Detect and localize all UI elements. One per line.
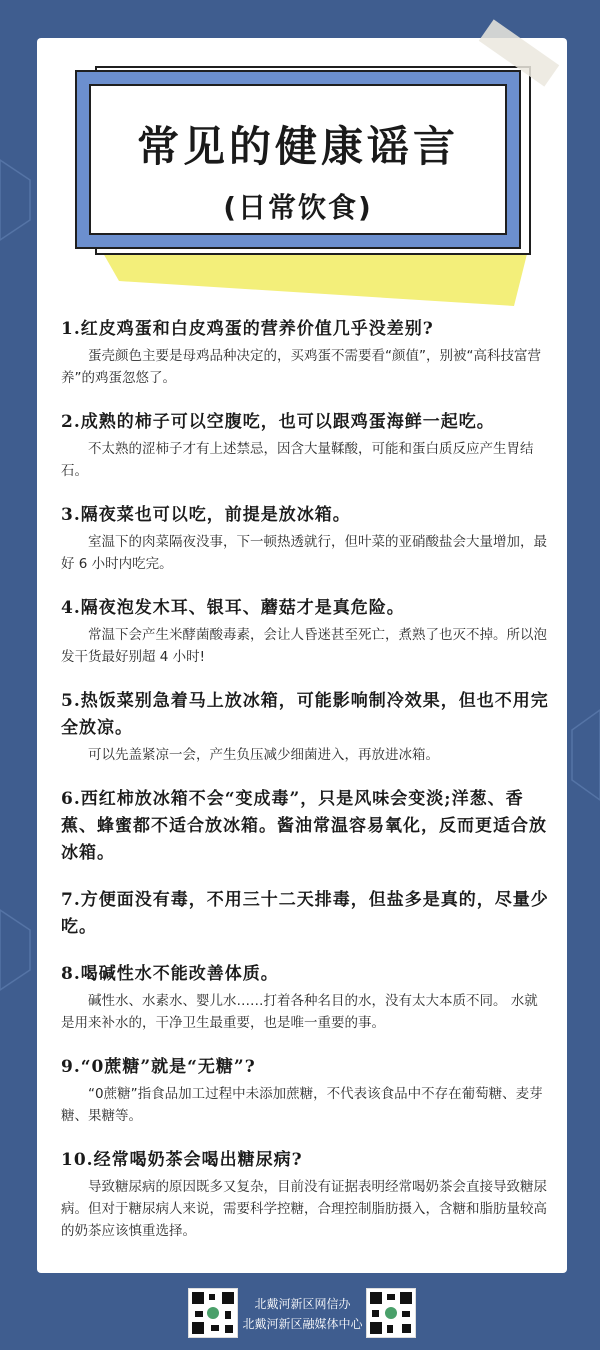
list-item xyxy=(61,887,551,941)
list-item xyxy=(61,1147,551,1242)
list-item xyxy=(61,595,551,668)
item-question: 2.成熟的柿子可以空腹吃，也可以跟鸡蛋海鲜一起吃。 xyxy=(61,412,495,432)
list-item xyxy=(61,961,551,1034)
item-question: 6.西红柿放冰箱不会“变成毒”，只是风味会变淡;洋葱、香蕉、蜂蜜都不适合放冰箱。酱油常温容易氧化，反而更适合放冰箱。 xyxy=(61,789,547,863)
item-question: 1.红皮鸡蛋和白皮鸡蛋的营养价值几乎没差别? xyxy=(61,319,434,339)
item-question: 10.经常喝奶茶会喝出糖尿病? xyxy=(61,1150,303,1170)
list-item xyxy=(61,786,551,867)
item-answer: 导致糖尿病的原因既多又复杂，目前没有证据表明经常喝奶茶会直接导致糖尿病。但对于糖尿病人来说，需要科学控糖，合理控制脂肪摄入，含糖和脂肪量较高的奶茶应该慎重选择。 xyxy=(61,1179,547,1239)
footer xyxy=(0,1283,600,1350)
list-item xyxy=(61,502,551,575)
item-answer: 蛋壳颜色主要是母鸡品种决定的，买鸡蛋不需要看“颜值”，别被“高科技富营养”的鸡蛋忽悠了。 xyxy=(61,348,541,386)
item-question: 9.“0蔗糖”就是“无糖”? xyxy=(61,1057,256,1077)
qr-code-icon xyxy=(366,1288,416,1338)
item-question: 5.热饭菜别急着马上放冰箱，可能影响制冷效果，但也不用完全放凉。 xyxy=(61,691,549,738)
list-item xyxy=(61,688,551,766)
hexagon-decoration-icon xyxy=(567,700,600,840)
list-item xyxy=(61,1054,551,1127)
org-name-1: 北戴河新区网信办 xyxy=(254,1297,351,1311)
hexagon-decoration-icon xyxy=(0,890,40,1010)
page-title: 常见的健康谣言 xyxy=(136,122,459,171)
content-card xyxy=(37,38,567,1273)
item-answer: 不太熟的涩柿子才有上述禁忌，因含大量鞣酸，可能和蛋白质反应产生胃结石。 xyxy=(61,441,534,479)
item-answer: 碱性水、水素水、婴儿水……打着各种名目的水，没有太大本质不同。 水就是用来补水的，干净卫生最重要，也是唯一重要的事。 xyxy=(61,993,538,1031)
title-banner xyxy=(59,56,539,306)
page-subtitle: (日常饮食) xyxy=(223,191,373,224)
item-question: 4.隔夜泡发木耳、银耳、蘑菇才是真危险。 xyxy=(61,598,405,618)
hexagon-decoration-icon xyxy=(0,150,40,270)
item-answer: 常温下会产生米酵菌酸毒素，会让人昏迷甚至死亡，煮熟了也灭不掉。所以泡发干货最好别超 4 小时! xyxy=(61,627,547,665)
list-item xyxy=(61,409,551,482)
item-question: 7.方便面没有毒，不用三十二天排毒，但盐多是真的，尽量少吃。 xyxy=(61,890,549,937)
list-item xyxy=(61,316,551,389)
org-name-2: 北戴河新区融媒体中心 xyxy=(242,1317,363,1331)
item-answer: 室温下的肉菜隔夜没事，下一顿热透就行，但叶菜的亚硝酸盐会大量增加，最好 6 小时内吃完。 xyxy=(61,534,547,572)
item-answer: “0蔗糖”指食品加工过程中未添加蔗糖，不代表该食品中不存在葡萄糖、麦芽糖、果糖等。 xyxy=(61,1086,543,1124)
item-question: 3.隔夜菜也可以吃，前提是放冰箱。 xyxy=(61,505,351,525)
item-answer: 可以先盖紧凉一会，产生负压减少细菌进入，再放进冰箱。 xyxy=(88,747,439,763)
title-frame-inner xyxy=(89,84,507,235)
item-question: 8.喝碱性水不能改善体质。 xyxy=(61,964,279,984)
title-frame xyxy=(75,70,521,249)
rumor-list xyxy=(61,316,551,1262)
